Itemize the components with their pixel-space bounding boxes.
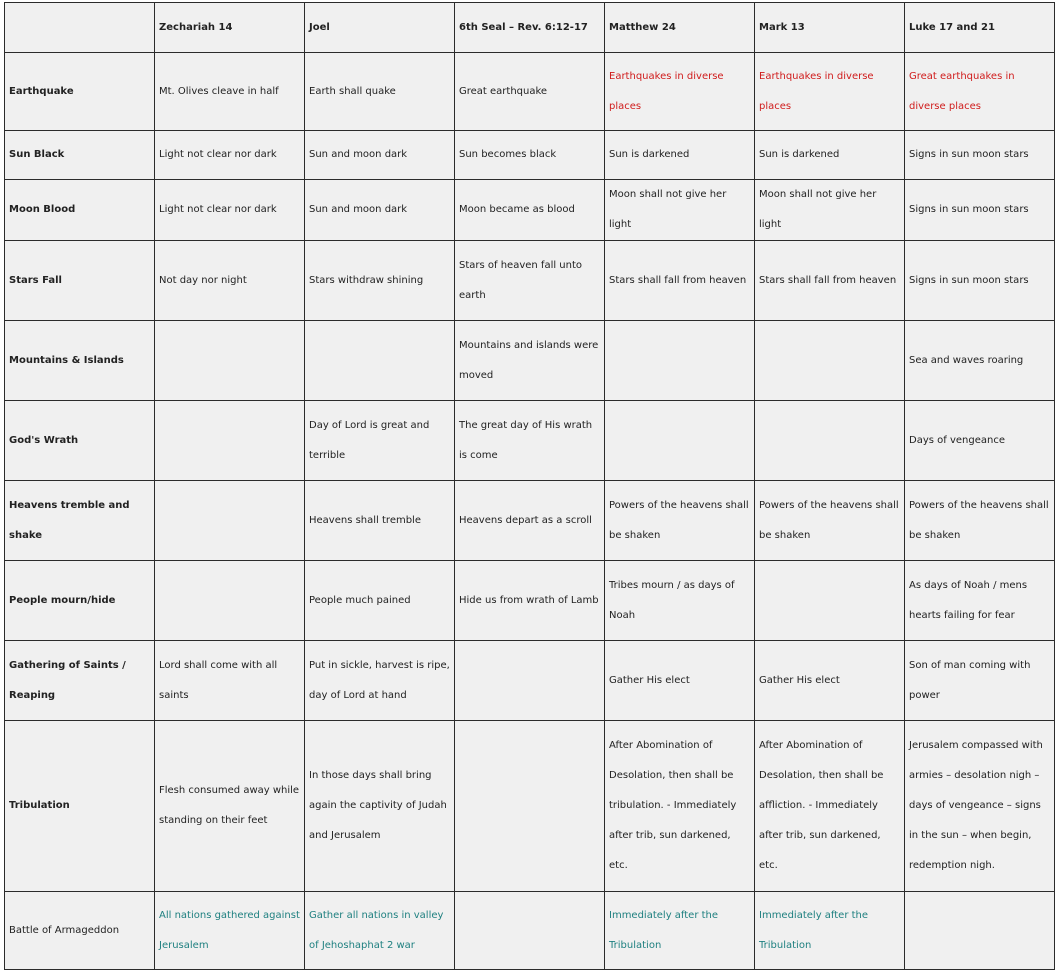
table-cell: Jerusalem compassed with armies – desolation nigh – days of vengeance – signs in the sun – when begin, redemption nigh.: [905, 721, 1055, 892]
table-row: [5, 321, 1055, 401]
table-cell: [155, 401, 305, 481]
row-label-gathering-of-saints: Gathering of Saints / Reaping: [5, 641, 155, 721]
header-corner: [5, 3, 155, 53]
table-cell: Powers of the heavens shall be shaken: [755, 481, 905, 561]
table-cell: Earthquakes in diverse places: [755, 53, 905, 131]
table-cell: Powers of the heavens shall be shaken: [605, 481, 755, 561]
row-label-tribulation: Tribulation: [5, 721, 155, 892]
row-label-earthquake: Earthquake: [5, 53, 155, 131]
table-row: [5, 641, 1055, 721]
table-row: [5, 180, 1055, 241]
row-label-people-mourn: People mourn/hide: [5, 561, 155, 641]
table-cell: Immediately after the Tribulation: [755, 892, 905, 970]
header-matthew: Matthew 24: [605, 3, 755, 53]
table-cell: [755, 401, 905, 481]
table-cell: Sun and moon dark: [305, 131, 455, 180]
table-cell: [455, 641, 605, 721]
table-cell: After Abomination of Desolation, then shall be affliction. - Immediately after trib, sun darkened, etc.: [755, 721, 905, 892]
table-cell: Heavens depart as a scroll: [455, 481, 605, 561]
table-cell: [155, 561, 305, 641]
table-row: [5, 721, 1055, 892]
header-joel: Joel: [305, 3, 455, 53]
row-label-gods-wrath: God's Wrath: [5, 401, 155, 481]
table-cell: Stars of heaven fall unto earth: [455, 241, 605, 321]
table-cell: Sun is darkened: [605, 131, 755, 180]
table-cell: Day of Lord is great and terrible: [305, 401, 455, 481]
table-cell: Signs in sun moon stars: [905, 131, 1055, 180]
table-cell: Mt. Olives cleave in half: [155, 53, 305, 131]
table-cell: Signs in sun moon stars: [905, 180, 1055, 241]
table-cell: As days of Noah / mens hearts failing for fear: [905, 561, 1055, 641]
row-label-mountains-islands: Mountains & Islands: [5, 321, 155, 401]
table-cell: Moon became as blood: [455, 180, 605, 241]
table-cell: Stars withdraw shining: [305, 241, 455, 321]
table-cell: After Abomination of Desolation, then shall be tribulation. - Immediately after trib, sun darkened, etc.: [605, 721, 755, 892]
header-sixth-seal: 6th Seal – Rev. 6:12-17: [455, 3, 605, 53]
table-cell: Signs in sun moon stars: [905, 241, 1055, 321]
table-cell: Light not clear nor dark: [155, 180, 305, 241]
table-cell: Great earthquake: [455, 53, 605, 131]
table-cell: Earth shall quake: [305, 53, 455, 131]
table-cell: Tribes mourn / as days of Noah: [605, 561, 755, 641]
row-label-moon-blood: Moon Blood: [5, 180, 155, 241]
table-cell: Not day nor night: [155, 241, 305, 321]
table-cell: Great earthquakes in diverse places: [905, 53, 1055, 131]
table-cell: Sun becomes black: [455, 131, 605, 180]
table-row: [5, 401, 1055, 481]
table-row: [5, 53, 1055, 131]
table-cell: [605, 321, 755, 401]
table-row: [5, 561, 1055, 641]
table-cell: People much pained: [305, 561, 455, 641]
table-row: [5, 131, 1055, 180]
table-cell: Gather all nations in valley of Jehoshaphat 2 war: [305, 892, 455, 970]
header-luke: Luke 17 and 21: [905, 3, 1055, 53]
row-label-sun-black: Sun Black: [5, 131, 155, 180]
table-cell: Flesh consumed away while standing on their feet: [155, 721, 305, 892]
table-cell: Stars shall fall from heaven: [755, 241, 905, 321]
table-cell: [605, 401, 755, 481]
header-zechariah: Zechariah 14: [155, 3, 305, 53]
table-cell: Heavens shall tremble: [305, 481, 455, 561]
table-cell: [155, 481, 305, 561]
table-cell: [755, 321, 905, 401]
comparison-table: [4, 2, 1055, 970]
table-cell: In those days shall bring again the captivity of Judah and Jerusalem: [305, 721, 455, 892]
table-row: [5, 241, 1055, 321]
table-cell: All nations gathered against Jerusalem: [155, 892, 305, 970]
table-cell: Moon shall not give her light: [605, 180, 755, 241]
table-cell: Put in sickle, harvest is ripe, day of Lord at hand: [305, 641, 455, 721]
table-cell: [755, 561, 905, 641]
table-cell: Gather His elect: [755, 641, 905, 721]
table-cell: The great day of His wrath is come: [455, 401, 605, 481]
table-cell: Hide us from wrath of Lamb: [455, 561, 605, 641]
header-row: [5, 3, 1055, 53]
table-cell: Sun is darkened: [755, 131, 905, 180]
table-cell: Moon shall not give her light: [755, 180, 905, 241]
table-cell: Earthquakes in diverse places: [605, 53, 755, 131]
table-row: [5, 481, 1055, 561]
table-cell: Sea and waves roaring: [905, 321, 1055, 401]
table-cell: Immediately after the Tribulation: [605, 892, 755, 970]
row-label-stars-fall: Stars Fall: [5, 241, 155, 321]
table-cell: [455, 721, 605, 892]
table-cell: Powers of the heavens shall be shaken: [905, 481, 1055, 561]
table-cell: [305, 321, 455, 401]
table-cell: Mountains and islands were moved: [455, 321, 605, 401]
table-cell: Stars shall fall from heaven: [605, 241, 755, 321]
row-label-heavens-tremble: Heavens tremble and shake: [5, 481, 155, 561]
row-label-armageddon: Battle of Armageddon: [5, 892, 155, 970]
table-cell: Days of vengeance: [905, 401, 1055, 481]
header-mark: Mark 13: [755, 3, 905, 53]
table-cell: Sun and moon dark: [305, 180, 455, 241]
table-cell: [155, 321, 305, 401]
table-cell: Son of man coming with power: [905, 641, 1055, 721]
table-cell: Gather His elect: [605, 641, 755, 721]
table-cell: Light not clear nor dark: [155, 131, 305, 180]
table-cell: Lord shall come with all saints: [155, 641, 305, 721]
